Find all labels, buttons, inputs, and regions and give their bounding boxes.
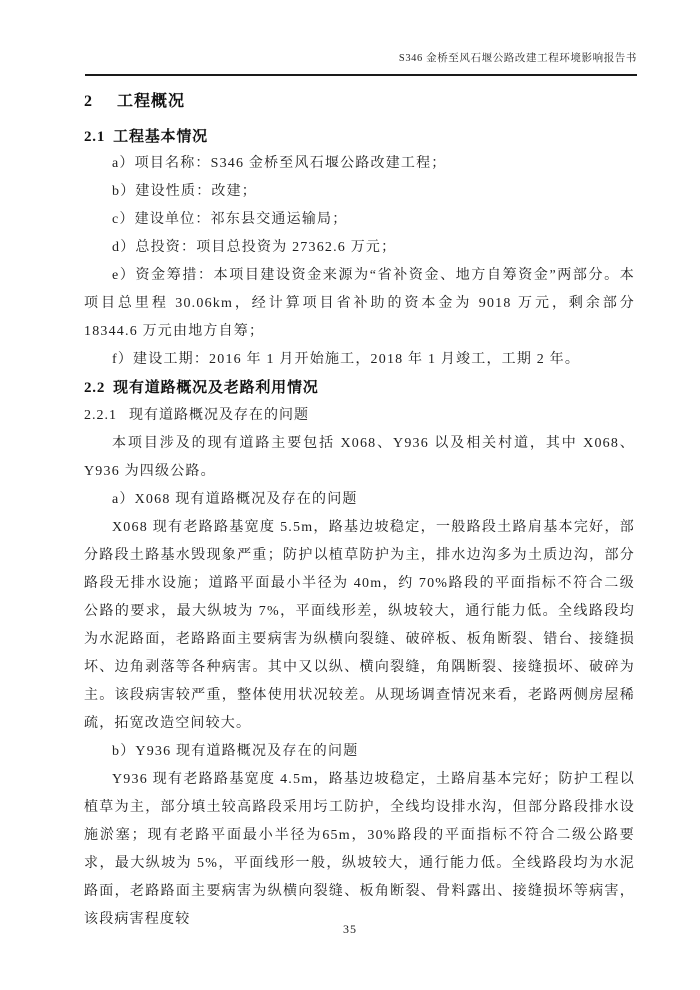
y936-subheading: b）Y936 现有道路概况及存在的问题 [112,744,359,759]
section-2-2-number: 2.2 [84,380,106,396]
section-2-2-heading [84,374,635,402]
list-item-a: a）项目名称：S346 金桥至风石堰公路改建工程； [112,156,447,171]
x068-subheading: a）X068 现有道路概况及存在的问题 [112,492,358,507]
chapter-heading [84,90,635,114]
list-item-d: d）总投资：项目总投资为 27362.6 万元； [112,240,397,255]
page-number: 35 [343,922,357,936]
list-item-b: b）建设性质：改建； [112,184,257,199]
chapter-number: 2 [84,93,93,110]
section-2-1-title: 工程基本情况 [113,129,208,145]
document-content [84,84,635,934]
list-item-f: f）建设工期：2016 年 1 月开始施工，2018 年 1 月竣工，工期 2 年。 [112,352,581,367]
roads-intro-paragraph: 本项目涉及的现有道路主要包括 X068、Y936 以及相关村道，其中 X068、Y936 为四级公路。 [84,436,635,479]
section-2-1-heading [84,124,635,150]
chapter-title: 工程概况 [117,93,186,110]
y936-overview-paragraph: Y936 现有老路路基宽度 4.5m，路基边坡稳定，土路肩基本完好；防护工程以植草为主，部分填土较高路段采用圬工防护，全线均设排水沟，但部分路段排水设施淤塞；现有老路平面最小半径为65m，30%路段的平面指标不符合二级公路要求，最大纵坡为 5%，平面线形一般，纵坡较大，通行能力低。全线路段均为水泥路面，老路路面主要病害为纵横向裂缝、板角断裂、骨料露出、接缝损坏等病害，该段病害程度较 [84,772,635,927]
section-2-2-1-number: 2.2.1 [84,408,117,423]
running-header-title: S346 金桥至风石堰公路改建工程环境影响报告书 [398,53,637,64]
list-item-e: e）资金筹措：本项目建设资金来源为“省补资金、地方自筹资金”两部分。本项目总里程 30.06km，经计算项目省补助的资本金为 9018 万元，剩余部分 18344.6 万元由地方自筹； [84,268,635,339]
running-header [85,52,637,76]
section-2-2-1-title: 现有道路概况及存在的问题 [129,408,309,423]
section-2-2-1-heading [84,402,635,430]
page-footer [0,922,700,937]
section-2-2-title: 现有道路概况及老路利用情况 [113,380,319,396]
section-2-1-number: 2.1 [84,129,106,145]
x068-overview-paragraph: X068 现有老路路基宽度 5.5m，路基边坡稳定，一般路段土路肩基本完好，部分路段土路基水毁现象严重；防护以植草防护为主，排水边沟多为土质边沟，部分路段无排水设施；道路平面最小半径为 40m，约 70%路段的平面指标不符合二级公路的要求，最大纵坡为 7%，平面线形差，纵坡较大，通行能力低。全线路段均为水泥路面，老路路面主要病害为纵横向裂缝、破碎板、板角断裂、错台、接缝损坏、边角剥落等各种病害。其中又以纵、横向裂缝，角隅断裂、接缝损坏、破碎为主。该段病害较严重，整体使用状况较差。从现场调查情况来看，老路两侧房屋稀疏，拓宽改造空间较大。 [84,520,635,731]
list-item-c: c）建设单位：祁东县交通运输局； [112,212,348,227]
